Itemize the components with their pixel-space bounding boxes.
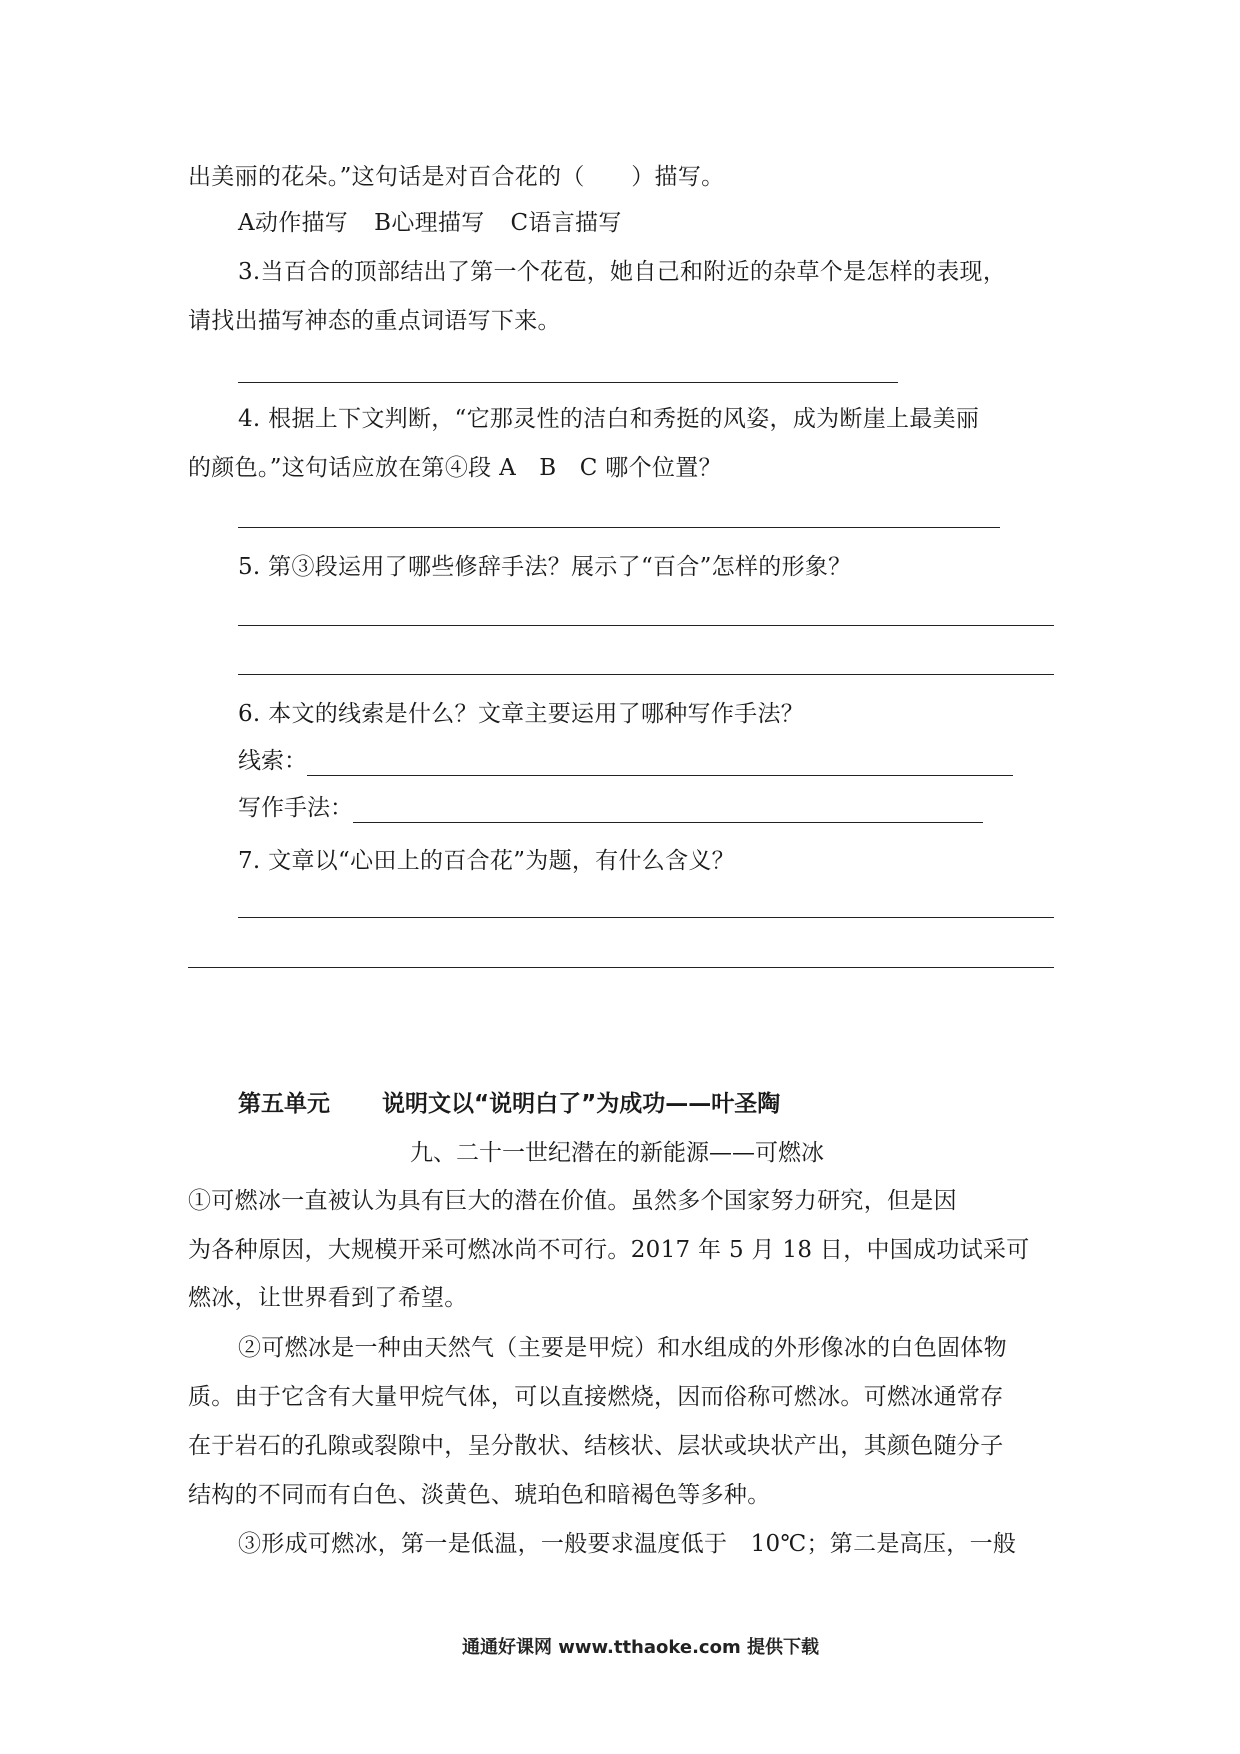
- page-footer: 通通好课网 www.tthaoke.com 提供下载: [462, 1637, 819, 1658]
- q7-answer-line-1[interactable]: [238, 917, 1054, 918]
- article-title: 九、二十一世纪潜在的新能源——可燃冰: [410, 1140, 824, 1166]
- q7-answer-line-2[interactable]: [188, 967, 1054, 968]
- q2-continuation: 出美丽的花朵。”这句话是对百合花的（ ）描写。: [188, 164, 725, 190]
- paragraph-2-line-1: ②可燃冰是一种由天然气（主要是甲烷）和水组成的外形像冰的白色固体物: [238, 1335, 1007, 1361]
- paragraph-3-line-1: ③形成可燃冰，第一是低温，一般要求温度低于 10℃；第二是高压，一般: [238, 1531, 1017, 1557]
- unit-motto: 说明文以“说明白了”为成功——叶圣陶: [382, 1091, 781, 1117]
- paragraph-2-line-3: 在于岩石的孔隙或裂隙中，呈分散状、结核状、层状或块状产出，其颜色随分子: [188, 1433, 1004, 1459]
- q5-answer-line-2[interactable]: [238, 674, 1054, 675]
- q3-line-2: 请找出描写神态的重点词语写下来。: [188, 308, 561, 334]
- q4-line-1: 4. 根据上下文判断，“它那灵性的洁白和秀挺的风姿，成为断崖上最美丽: [238, 406, 980, 432]
- q3-line-1: 3.当百合的顶部结出了第一个花苞，她自己和附近的杂草个是怎样的表现，: [238, 259, 1007, 285]
- q5-question: 5. 第③段运用了哪些修辞手法？展示了“百合”怎样的形象？: [238, 554, 852, 580]
- paragraph-1-line-3: 燃冰，让世界看到了希望。: [188, 1285, 468, 1311]
- paragraph-1-line-2: 为各种原因，大规模开采可燃冰尚不可行。2017 年 5 月 18 日，中国成功试采可: [188, 1237, 1030, 1263]
- q4-answer-line[interactable]: [238, 527, 1000, 528]
- paragraph-2-line-4: 结构的不同而有白色、淡黄色、琥珀色和暗褐色等多种。: [188, 1482, 771, 1508]
- q2-option-a: A动作描写: [238, 210, 349, 236]
- q6-question: 6. 本文的线索是什么？文章主要运用了哪种写作手法？: [238, 701, 805, 727]
- q6-clue-label: 线索：: [238, 748, 307, 774]
- q2-option-c: C语言描写: [510, 210, 622, 236]
- unit-heading: [238, 1089, 780, 1119]
- q2-options: [238, 208, 622, 238]
- q6-method-answer-line[interactable]: [353, 800, 983, 823]
- q6-clue-row: [238, 746, 1013, 776]
- q6-method-label: 写作手法：: [238, 795, 353, 821]
- q4-line-2: 的颜色。”这句话应放在第④段 A B C 哪个位置？: [188, 455, 722, 481]
- q2-option-b: B心理描写: [374, 210, 485, 236]
- q6-method-row: [238, 793, 983, 823]
- paragraph-1-line-1: ①可燃冰一直被认为具有巨大的潜在价值。虽然多个国家努力研究，但是因: [188, 1188, 957, 1214]
- unit-name: 第五单元: [238, 1091, 330, 1117]
- paragraph-2-line-2: 质。由于它含有大量甲烷气体，可以直接燃烧，因而俗称可燃冰。可燃冰通常存: [188, 1384, 1004, 1410]
- q7-question: 7. 文章以“心田上的百合花”为题，有什么含义？: [238, 848, 735, 874]
- q6-clue-answer-line[interactable]: [307, 753, 1013, 776]
- q5-answer-line-1[interactable]: [238, 625, 1054, 626]
- q3-answer-line[interactable]: [238, 382, 898, 383]
